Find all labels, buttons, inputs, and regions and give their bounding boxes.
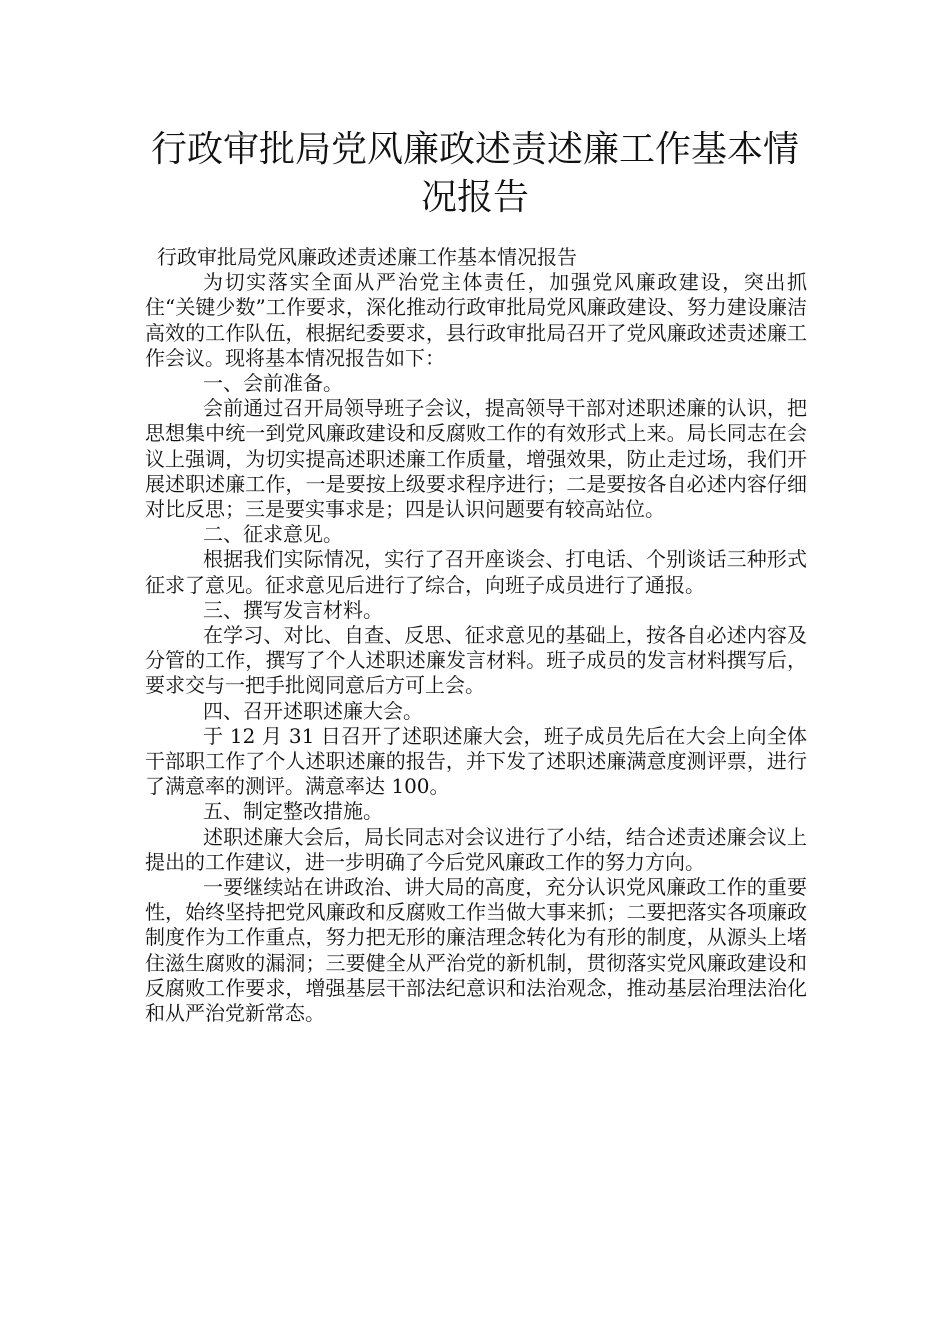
paragraph-section-1: 会前通过召开局领导班子会议，提高领导干部对述职述廉的认识，把思想集中统一到党风廉政建设和反腐败工作的有效形式上来。局长同志在会议上强调，为切实提高述职述廉工作质量，增强效果，防止走过场，我们开展述职述廉工作，一是要按上级要求程序进行；二是要按各自必述内容仔细对比反思；三是要实事求是；四是认识问题要有较高站位。 <box>145 396 807 522</box>
section-heading-1: 一、会前准备。 <box>203 371 343 396</box>
paragraph-section-3: 在学习、对比、自查、反思、征求意见的基础上，按各自必述内容及分管的工作，撰写了个人述职述廉发言材料。班子成员的发言材料撰写后，要求交与一把手批阅同意后方可上会。 <box>145 623 807 698</box>
section-heading-4: 四、召开述职述廉大会。 <box>203 698 423 723</box>
section-heading-2: 二、征求意见。 <box>203 522 343 547</box>
title-line-1: 行政审批局党风廉政述责述廉工作基本情 <box>150 129 799 170</box>
paragraph-measures: 一要继续站在讲政治、讲大局的高度，充分认识党风廉政工作的重要性，始终坚持把党风廉政和反腐败工作当做大事来抓；二要把落实各项廉政制度作为工作重点，努力把无形的廉洁理念转化为有形的制度，从源头上堵住滋生腐败的漏洞；三要健全从严治党的新机制，贯彻落实党风廉政建设和反腐败工作要求，增强基层干部法纪意识和法治观念，推动基层治理法治化和从严治党新常态。 <box>145 875 807 1026</box>
paragraph-section-2: 根据我们实际情况，实行了召开座谈会、打电话、个别谈话三种形式征求了意见。征求意见后进行了综合，向班子成员进行了通报。 <box>145 547 807 597</box>
paragraph-section-4: 于 12 月 31 日召开了述职述廉大会，班子成员先后在大会上向全体干部职工作了个人述职述廉的报告，并下发了述职述廉满意度测评票，进行了满意率的测评。满意率达 100。 <box>145 723 807 799</box>
paragraph-section-5: 述职述廉大会后，局长同志对会议进行了小结，结合述责述廉会议上提出的工作建议，进一步明确了今后党风廉政工作的努力方向。 <box>145 824 807 874</box>
title-line-2: 况报告 <box>420 177 529 218</box>
document-subtitle: 行政审批局党风廉政述责述廉工作基本情况报告 <box>157 245 577 269</box>
section-heading-3: 三、撰写发言材料。 <box>203 597 383 622</box>
document-body <box>145 245 807 1026</box>
paragraph-intro: 为切实落实全面从严治党主体责任，加强党风廉政建设，突出抓住“关键少数”工作要求，深化推动行政审批局党风廉政建设、努力建设廉洁高效的工作队伍，根据纪委要求，县行政审批局召开了党风廉政述责述廉工作会议。现将基本情况报告如下： <box>145 270 807 370</box>
document-title <box>145 126 805 222</box>
section-heading-5: 五、制定整改措施。 <box>203 799 383 824</box>
